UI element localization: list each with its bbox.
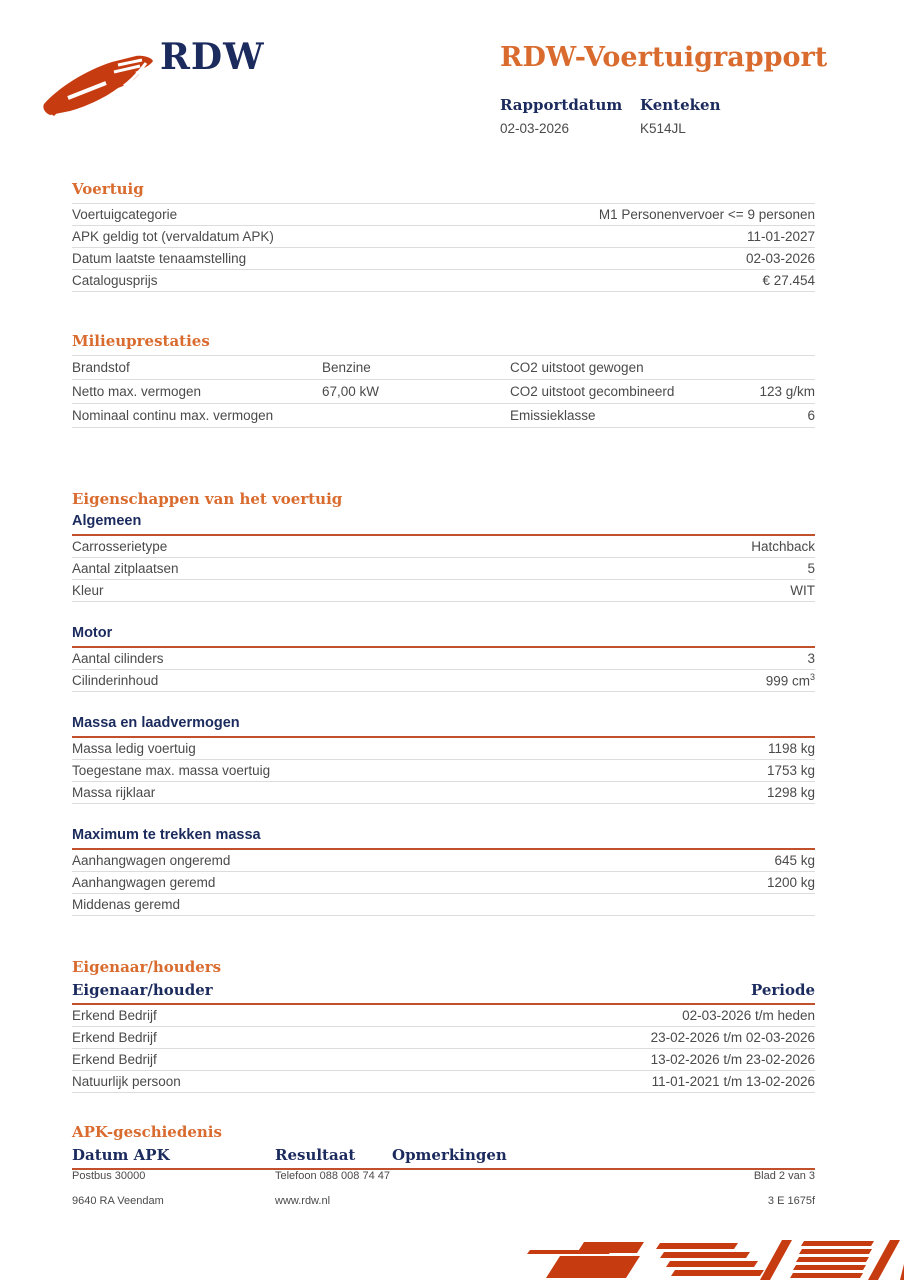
footer-address-line1: Postbus 30000 <box>72 1170 146 1182</box>
table-row <box>72 580 815 602</box>
row-value: € 27.454 <box>762 273 815 288</box>
row-label: CO2 uitstoot gecombineerd <box>510 384 675 399</box>
owner-cell: Erkend Bedrijf <box>72 1052 157 1067</box>
speed-stripes-graphic <box>512 1234 904 1280</box>
license-plate-label: Kenteken <box>640 96 721 114</box>
table-row <box>72 204 815 226</box>
voertuig-table <box>72 203 815 292</box>
row-label: Aantal zitplaatsen <box>72 561 179 576</box>
subsection-heading-algemeen: Algemeen <box>72 513 815 536</box>
subsection-heading-trekken: Maximum te trekken massa <box>72 827 815 850</box>
table-row <box>72 536 815 558</box>
table-row <box>72 1071 815 1093</box>
table-row <box>72 872 815 894</box>
eigenaar-table <box>72 1005 815 1093</box>
column-header-result: Resultaat <box>275 1146 356 1164</box>
row-label: Brandstof <box>72 360 130 375</box>
report-body <box>72 180 815 1170</box>
footer-website: www.rdw.nl <box>275 1195 331 1207</box>
report-date-label: Rapportdatum <box>500 96 623 114</box>
table-row <box>72 226 815 248</box>
table-row <box>72 558 815 580</box>
footer-line-1 <box>72 1170 815 1182</box>
owner-cell: Erkend Bedrijf <box>72 1030 157 1045</box>
row-value: 1198 kg <box>767 741 815 756</box>
row-label: Massa rijklaar <box>72 785 156 800</box>
row-value: 123 g/km <box>759 384 815 399</box>
row-value: Benzine <box>322 360 371 375</box>
row-value: 02-03-2026 <box>745 251 815 266</box>
table-row <box>72 782 815 804</box>
page-title: RDW-Voertuigrapport <box>500 42 828 73</box>
row-value: 1200 kg <box>766 875 815 890</box>
table-row <box>72 404 815 428</box>
row-value: 645 kg <box>774 853 815 868</box>
row-label: CO2 uitstoot gewogen <box>510 360 644 375</box>
page-footer <box>72 1170 815 1220</box>
license-plate-block <box>640 96 780 136</box>
massa-table <box>72 738 815 804</box>
table-row <box>72 356 815 380</box>
row-value: 6 <box>807 408 815 423</box>
row-label: Datum laatste tenaamstelling <box>72 251 247 266</box>
row-value: M1 Personenvervoer <= 9 personen <box>598 207 815 222</box>
row-value: 999 $cm^3$ <box>765 672 815 689</box>
row-label: Cilinderinhoud <box>72 673 159 688</box>
table-row <box>72 1027 815 1049</box>
section-heading-voertuig: Voertuig <box>72 180 144 198</box>
row-value: 1753 kg <box>766 763 815 778</box>
column-header-remarks: Opmerkingen <box>392 1146 507 1164</box>
section-heading-eigenaar: Eigenaar/houders <box>72 958 222 976</box>
table-row <box>72 270 815 292</box>
row-value: 1298 kg <box>766 785 815 800</box>
rdw-logo-text: RDW <box>160 36 265 78</box>
row-label: Aantal cilinders <box>72 651 164 666</box>
eigenaar-table-header <box>72 981 815 1005</box>
row-label: Aanhangwagen ongeremd <box>72 853 231 868</box>
subsection-heading-massa: Massa en laadvermogen <box>72 715 815 738</box>
row-label: Aanhangwagen geremd <box>72 875 216 890</box>
owner-cell: Erkend Bedrijf <box>72 1008 157 1023</box>
row-label: Emissieklasse <box>510 408 596 423</box>
table-row <box>72 850 815 872</box>
trekken-table <box>72 850 815 916</box>
row-label: Toegestane max. massa voertuig <box>72 763 271 778</box>
section-heading-apk: APK-geschiedenis <box>72 1123 222 1141</box>
footer-address-line2: 9640 RA Veendam <box>72 1195 164 1207</box>
period-cell: 23-02-2026 t/m 02-03-2026 <box>650 1030 815 1045</box>
table-row <box>72 738 815 760</box>
table-row <box>72 894 815 916</box>
algemeen-table <box>72 536 815 602</box>
period-cell: 13-02-2026 t/m 23-02-2026 <box>650 1052 815 1067</box>
footer-page-indicator: Blad 2 van 3 <box>753 1170 815 1182</box>
column-header-owner: Eigenaar/houder <box>72 981 213 999</box>
footer-doc-code: 3 E 1675f <box>767 1195 815 1207</box>
license-plate-value: K514JL <box>640 121 686 136</box>
row-value: 67,00 kW <box>322 384 380 399</box>
row-value: Hatchback <box>751 539 815 554</box>
table-row <box>72 648 815 670</box>
row-label: Kleur <box>72 583 104 598</box>
footer-phone: Telefoon 088 008 74 47 <box>275 1170 390 1182</box>
period-cell: 02-03-2026 t/m heden <box>682 1008 815 1023</box>
table-row <box>72 380 815 404</box>
apk-table-header <box>72 1146 815 1170</box>
rdw-feather-icon <box>40 52 160 120</box>
column-header-period: Periode <box>750 981 815 999</box>
row-label: APK geldig tot (vervaldatum APK) <box>72 229 274 244</box>
motor-table <box>72 648 815 692</box>
row-value: 11-01-2027 <box>746 229 815 244</box>
owner-cell: Natuurlijk persoon <box>72 1074 181 1089</box>
row-label: Catalogusprijs <box>72 273 158 288</box>
table-row <box>72 248 815 270</box>
table-row <box>72 1049 815 1071</box>
row-label: Netto max. vermogen <box>72 384 202 399</box>
table-row <box>72 670 815 692</box>
row-label: Middenas geremd <box>72 897 181 912</box>
report-date-block <box>500 96 640 136</box>
milieuprestaties-table <box>72 355 815 428</box>
section-heading-milieuprestaties: Milieuprestaties <box>72 332 210 350</box>
report-date-value: 02-03-2026 <box>500 121 570 136</box>
row-label: Voertuigcategorie <box>72 207 178 222</box>
superscript: 3 <box>809 672 815 683</box>
column-header-date: Datum APK <box>72 1146 170 1164</box>
row-label: Massa ledig voertuig <box>72 741 196 756</box>
row-value: 3 <box>807 651 815 666</box>
row-value: 5 <box>807 561 815 576</box>
table-row <box>72 1005 815 1027</box>
table-row <box>72 760 815 782</box>
row-label: Nominaal continu max. vermogen <box>72 408 274 423</box>
row-label: Carrosserietype <box>72 539 168 554</box>
subsection-heading-motor: Motor <box>72 625 815 648</box>
report-meta <box>500 96 780 136</box>
section-heading-eigenschappen: Eigenschappen van het voertuig <box>72 490 343 508</box>
footer-line-2 <box>72 1195 815 1207</box>
period-cell: 11-01-2021 t/m 13-02-2026 <box>651 1074 815 1089</box>
row-value: WIT <box>790 583 815 598</box>
